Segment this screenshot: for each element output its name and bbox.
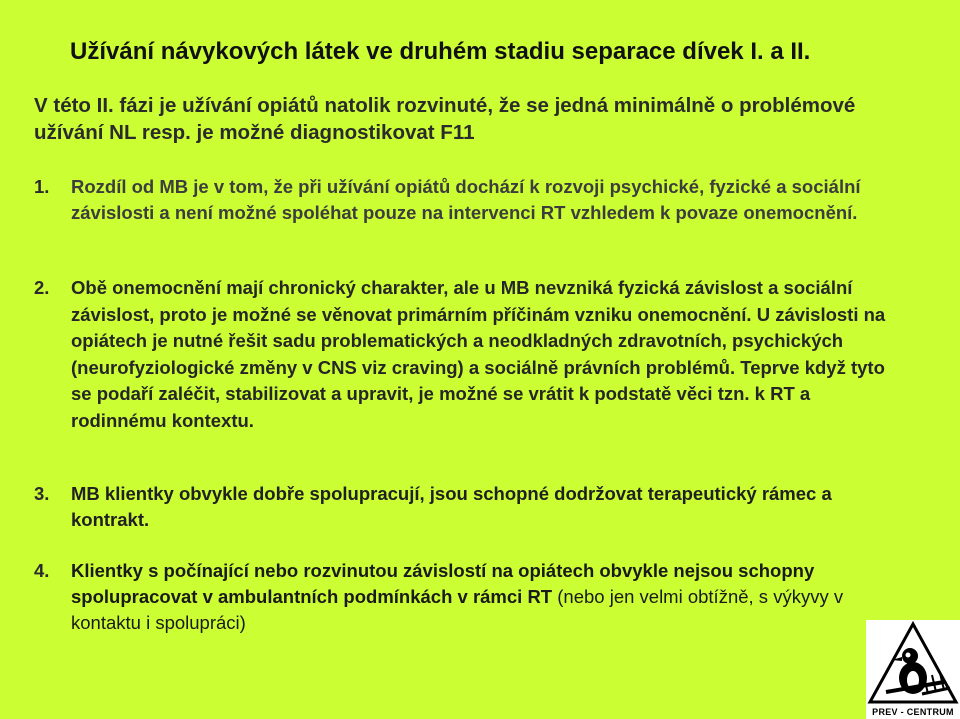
list-item-number: 2. [34,277,50,298]
list-item-text-bold: Klientky s počínající nebo rozvinutou závislostí na opiátech obvykle nejsou schopny spolupracovat v ambulantních podmínkách v rámci RT [71,560,815,607]
list-item-text: MB klientky obvykle dobře spolupracují, jsou schopné dodržovat terapeutický rámec a kontrakt. [71,483,832,530]
logo-text: PREV - CENTRUM [872,707,954,717]
list-item-text: Rozdíl od MB je v tom, že při užívání opiátů dochází k rozvoji psychické, fyzické a sociální závislosti a není možné spoléhat pouze na intervenci RT vzhledem k povaze onemocnění. [71,176,861,223]
bird-logo-icon [866,620,960,706]
list-item [34,481,894,533]
list-item-text-normal: (nebo jen velmi obtížně, s výkyvy v kontaktu i spolupráci) [71,586,844,633]
list-item-number: 1. [34,176,50,197]
intro-paragraph: V této II. fázi je užívání opiátů natolik rozvinuté, že se jedná minimálně o problémové užívání NL resp. je možné diagnostikovat F11 [34,94,856,144]
list-item [34,275,894,434]
list-item-text: Obě onemocnění mají chronický charakter, ale u MB nevzniká fyzická závislost a sociální závislost, proto je možné se věnovat primárním příčinám vzniku onemocnění. U závislosti na opiátech je nutné řešit sadu problematických a neodkladných zdravotních, psychických (neurofyziologické změny v CNS viz craving) a sociálně právních problémů. Teprve když tyto se podaří zaléčit, stabilizovat a upravit, je možné se vrátit k podstatě věci tzn. k RT a rodinnému kontextu. [71,277,886,431]
list-item-text [71,558,894,636]
list-item [34,558,894,636]
list-item-number: 4. [34,560,50,581]
list-item [34,174,894,226]
prev-centrum-logo [866,620,960,719]
list-item-number: 3. [34,483,50,504]
slide-title: Užívání návykových látek ve druhém stadiu separace dívek I. a II. [70,38,811,65]
